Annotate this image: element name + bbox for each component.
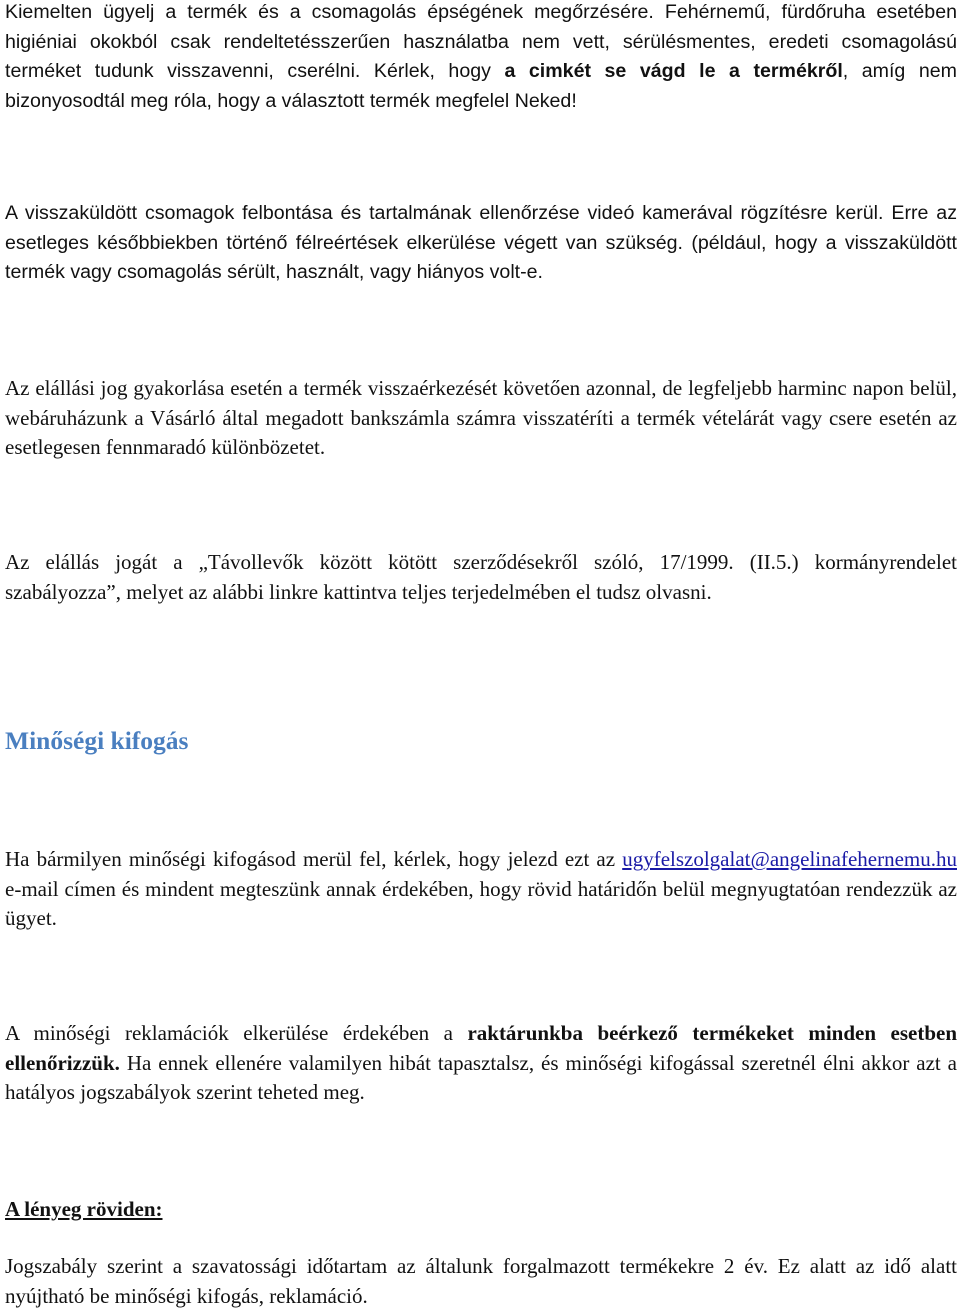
paragraph-withdrawal-refund: Az elállási jog gyakorlása esetén a termék visszaérkezését követően azonnal, de legfeljebb harminc napon belül, webáruházunk a Vásárló által megadott bankszámla számra visszatéríti a termék vételárát vagy csere esetén az esetlegesen fennmaradó különbözetet. — [5, 376, 957, 459]
paragraph-product-care-text-2: , amíg nem bizonyosodtál meg róla, hogy a választott termék megfelel Neked! — [5, 60, 957, 112]
heading-summary: A lényeg röviden: — [5, 1197, 163, 1221]
paragraph-product-care — [5, 0, 957, 116]
paragraph-withdrawal-regulation: Az elállás jogát a „Távollevők között kötött szerződésekről szóló, 17/1999. (II.5.) kormányrendelet szabályozza”, melyet az alábbi linkre kattintva teljes terjedelmében el tudsz olvasni. — [5, 550, 957, 604]
support-email-link[interactable]: ugyfelszolgalat@angelinafehernemu.hu — [622, 847, 957, 871]
paragraph-quality-contact — [5, 845, 957, 934]
paragraph-video-recording: A visszaküldött csomagok felbontása és tartalmának ellenőrzése videó kamerával rögzítésre kerül. Erre az esetleges későbbiekben történő félreértések elkerülése végett van szükség. (például, hogy a visszaküldött termék vagy csomagolás sérült, használt, vagy hiányos volt-e. — [5, 202, 957, 283]
paragraph-quality-contact-text-1: Ha bármilyen minőségi kifogásod merül fel, kérlek, hogy jelezd ezt az — [5, 847, 623, 871]
paragraph-quality-contact-text-2: e-mail címen és mindent megteszünk annak érdekében, hogy rövid határidőn belül megnyugtatóan rendezzük az ügyet. — [5, 876, 957, 930]
paragraph-quality-inspection-bold: raktárunkba beérkező termékeket minden esetben ellenőrizzük. — [5, 1021, 958, 1075]
paragraph-product-care-text-1: Kiemelten ügyelj a termék és a csomagolás épségének megőrzésére. Fehérnemű, fürdőruha esetében higiéniai okokból csak rendeltetésszerűen használatba nem vett, sérülésmentes, eredeti csomagolású terméket tudunk visszavenni, cserélni. Kérlek, hogy — [5, 1, 957, 82]
paragraph-warranty-period: Jogszabály szerint a szavatossági időtartam az általunk forgalmazott termékekre 2 év. Ez alatt az idő alatt nyújtható be minőségi kifogás, reklamáció. — [5, 1254, 957, 1308]
paragraph-quality-inspection-text-1: A minőségi reklamációk elkerülése érdekében a — [5, 1021, 468, 1045]
paragraph-quality-inspection — [5, 1019, 957, 1108]
paragraph-quality-inspection-text-2: Ha ennek ellenére valamilyen hibát tapasztalsz, és minőségi kifogással szeretnél élni akkor azt a hatályos jogszabályok szerint teheted meg. — [5, 1050, 957, 1104]
paragraph-product-care-bold: a cimkét se vágd le a termékről — [504, 60, 843, 82]
heading-quality-complaint: Minőségi kifogás — [5, 726, 189, 755]
